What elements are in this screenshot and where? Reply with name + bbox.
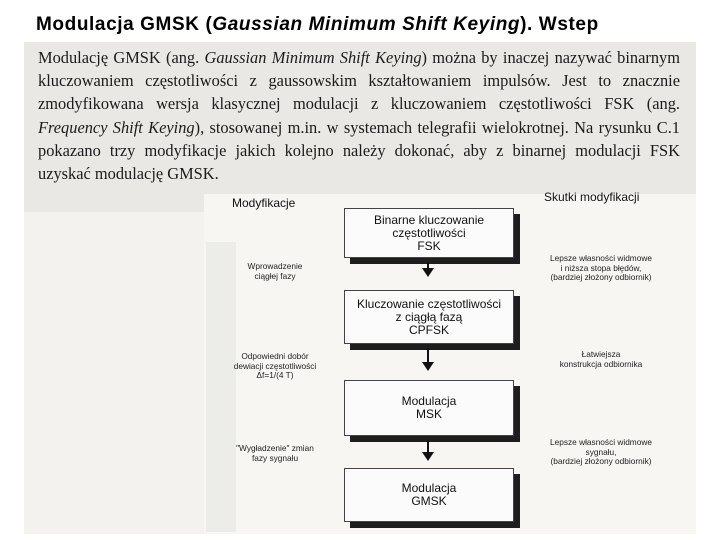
note-line: Wprowadzenie	[247, 261, 303, 271]
note-line: Odpowiedni dobór	[241, 351, 309, 361]
arrow-shaft	[427, 440, 429, 452]
effect-spectral	[536, 438, 666, 467]
note-line: Δf=1/(4 T)	[256, 370, 294, 381]
box-label: Kluczowanie częstotliwości	[356, 296, 502, 311]
note-line: (bardziej złożony odbiornik)	[550, 272, 652, 283]
intro-paragraph	[38, 46, 680, 185]
diagram-box-gmsk	[344, 468, 514, 522]
note-line: sygnału,	[585, 446, 617, 457]
note-line: i niższa stopa błędów,	[560, 262, 642, 273]
box-label: Modulacja	[401, 481, 457, 495]
scanned-page	[24, 42, 696, 534]
note-line: "Wygładzenie" zmian	[236, 443, 314, 453]
modification-deviation	[220, 352, 330, 381]
note-line: (bardziej złożony odbiornik)	[550, 456, 652, 467]
box-label: FSK	[417, 238, 441, 253]
note-line: dewiacji częstotliwości	[233, 360, 317, 371]
effects-header: Skutki modyfikacji	[544, 190, 640, 204]
box-label: Modulacja	[401, 394, 457, 408]
paragraph-text: Modulację GMSK (ang.	[38, 48, 205, 67]
note-line: Łatwiejsza	[581, 349, 621, 359]
title-text: Modulacja GMSK (	[36, 14, 213, 35]
note-line: Lepsze własności widmowe	[550, 437, 652, 447]
paragraph-italic: Frequency Shift Keying	[38, 117, 195, 137]
box-label: częstotliwości	[392, 225, 466, 240]
text-block	[24, 42, 696, 212]
note-line: fazy sygnału	[251, 452, 299, 463]
box-label: MSK	[415, 407, 442, 421]
effect-spectral-error	[536, 254, 666, 283]
box-label: Binarne kluczowanie	[373, 212, 485, 227]
arrow-shaft	[427, 348, 429, 362]
paragraph-italic: Gaussian Minimum Shift Keying	[204, 48, 422, 67]
effect-easier-receiver	[536, 350, 666, 369]
diagram-box-msk	[344, 380, 514, 436]
title-rest-text: ). Wstep	[520, 14, 599, 35]
paragraph-text: ), stosowanej m.in. w systemach telegrafii wielokrotnej. Na rysunku C.1 pokazano trzy modyfikacje jakich kolejno należy dokonać, aby z binarnej modulacji FSK uzyskać modulację GMSK.	[38, 117, 680, 184]
down-arrow-icon	[422, 452, 434, 461]
modification-smoothing	[220, 444, 330, 463]
box-label: GMSK	[411, 494, 447, 508]
title-italic-text: Gaussian Minimum Shift Keying	[212, 14, 521, 35]
modifications-header: Modyfikacje	[232, 196, 296, 210]
note-line: Lepsze własności widmowe	[550, 253, 652, 263]
note-line: konstrukcja odbiornika	[559, 358, 643, 369]
down-arrow-icon	[422, 268, 434, 277]
down-arrow-icon	[422, 362, 434, 371]
modification-continuous-phase	[220, 262, 330, 281]
diagram-box-fsk	[344, 208, 514, 258]
box-label: z ciągłą fazą	[395, 309, 463, 324]
box-label: CPFSK	[408, 322, 449, 337]
scan-smudge	[206, 242, 236, 532]
paragraph-text: ) można by inaczej nazywać binarnym kluczowaniem częstotliwości z gaussowskim kształtowaniem impulsów. Jest to znacznie zmodyfikowana wersja klasycznej modulacji z kluczowaniem częstotliwości FSK (ang.	[38, 48, 680, 114]
note-line: ciągłej fazy	[254, 270, 296, 281]
diagram-box-cpfsk	[344, 290, 514, 344]
slide-title	[36, 14, 599, 36]
